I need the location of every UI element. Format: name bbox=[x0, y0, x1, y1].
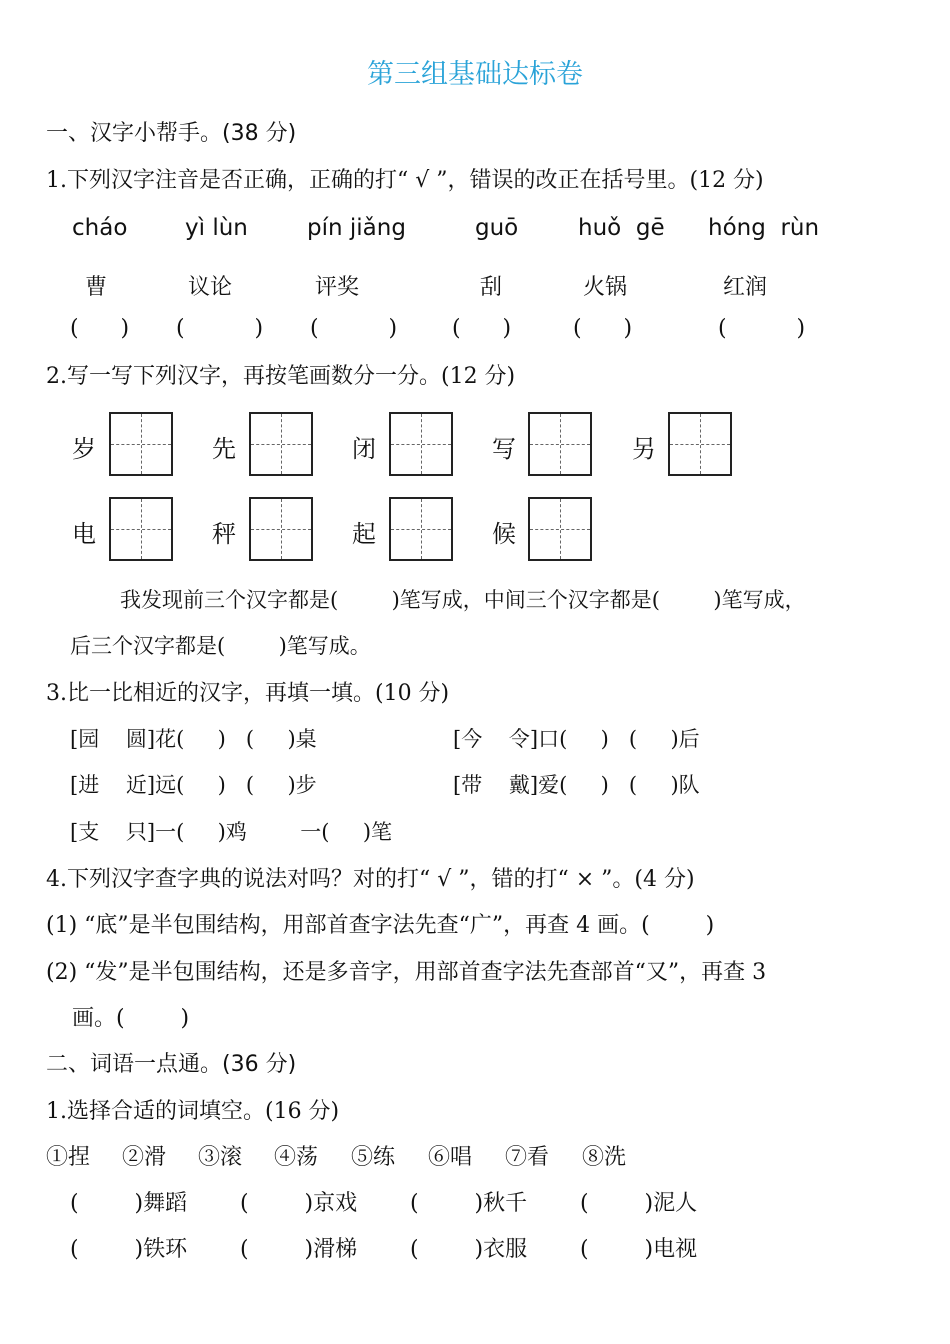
writing-grid-box[interactable] bbox=[389, 497, 453, 561]
option-4: ④荡 bbox=[274, 1145, 319, 1170]
word-3: 评奖 bbox=[315, 275, 360, 300]
grid-char: 写 bbox=[492, 435, 516, 463]
pinyin-3: pín jiǎng bbox=[307, 215, 406, 241]
option-6: ⑥唱 bbox=[428, 1145, 473, 1170]
option-2: ②滑 bbox=[122, 1145, 167, 1170]
answer-blank-1[interactable]: ( ) bbox=[70, 316, 130, 341]
writing-grid-box[interactable] bbox=[249, 412, 313, 476]
fill-blank[interactable]: ( )滑梯 bbox=[240, 1237, 358, 1262]
answer-blank-2[interactable]: ( ) bbox=[176, 316, 264, 341]
fill-blank[interactable]: ( )电视 bbox=[580, 1237, 698, 1262]
q4-item-2-cont: 画。( ) bbox=[72, 1006, 190, 1031]
answer-blank-6[interactable]: ( ) bbox=[718, 316, 806, 341]
option-7: ⑦看 bbox=[505, 1145, 550, 1170]
section-one-heading: 一、汉字小帮手。(38 分) bbox=[46, 121, 297, 146]
q3-line: [今 令]口( ) ( )后 bbox=[453, 727, 700, 751]
answer-blank-4[interactable]: ( ) bbox=[452, 316, 512, 341]
option-5: ⑤练 bbox=[351, 1145, 396, 1170]
word-2: 议论 bbox=[188, 275, 233, 300]
fill-blank[interactable]: ( )铁环 bbox=[70, 1237, 188, 1262]
writing-grid-box[interactable] bbox=[109, 412, 173, 476]
word-5: 火锅 bbox=[583, 275, 628, 300]
pinyin-2: yì lùn bbox=[185, 215, 248, 241]
q2-text-line-2: 后三个汉字都是( )笔写成。 bbox=[70, 634, 371, 658]
page-title: 第三组基础达标卷 bbox=[367, 59, 583, 90]
fill-blank[interactable]: ( )衣服 bbox=[410, 1237, 528, 1262]
writing-grid-box[interactable] bbox=[528, 497, 592, 561]
pinyin-1: cháo bbox=[72, 215, 128, 241]
q3-prompt: 3.比一比相近的汉字，再填一填。(10 分) bbox=[46, 681, 450, 706]
pinyin-4: guō bbox=[475, 215, 519, 241]
grid-char: 起 bbox=[352, 520, 376, 548]
option-8: ⑧洗 bbox=[582, 1145, 627, 1170]
q3-line: [支 只]一( )鸡 一( )笔 bbox=[70, 820, 393, 844]
word-4: 刮 bbox=[480, 275, 503, 300]
fill-blank[interactable]: ( )泥人 bbox=[580, 1191, 698, 1216]
fill-blank[interactable]: ( )秋千 bbox=[410, 1191, 528, 1216]
grid-char: 闭 bbox=[352, 435, 376, 463]
q3-line: [带 戴]爱( ) ( )队 bbox=[453, 773, 700, 797]
writing-grid-box[interactable] bbox=[109, 497, 173, 561]
grid-char: 秤 bbox=[212, 520, 236, 548]
section-two-heading: 二、词语一点通。(36 分) bbox=[46, 1052, 297, 1077]
s2-q1-prompt: 1.选择合适的词填空。(16 分) bbox=[46, 1099, 340, 1124]
word-1: 曹 bbox=[85, 275, 108, 300]
grid-char: 先 bbox=[212, 435, 236, 463]
option-3: ③滚 bbox=[198, 1145, 243, 1170]
grid-char: 电 bbox=[72, 520, 96, 548]
option-1: ①捏 bbox=[46, 1145, 91, 1170]
writing-grid-box[interactable] bbox=[389, 412, 453, 476]
grid-char: 岁 bbox=[72, 435, 96, 463]
grid-char: 候 bbox=[492, 520, 516, 548]
q4-item-1: (1) “底”是半包围结构，用部首查字法先查“广”，再查 4 画。( ) bbox=[46, 913, 715, 938]
word-6: 红润 bbox=[723, 275, 768, 300]
q3-line: [进 近]远( ) ( )步 bbox=[70, 773, 317, 797]
answer-blank-3[interactable]: ( ) bbox=[310, 316, 398, 341]
q3-line: [园 圆]花( ) ( )桌 bbox=[70, 727, 317, 751]
fill-blank[interactable]: ( )京戏 bbox=[240, 1191, 358, 1216]
grid-char: 另 bbox=[632, 435, 656, 463]
q1-prompt: 1.下列汉字注音是否正确，正确的打“ √ ”，错误的改正在括号里。(12 分) bbox=[46, 168, 764, 193]
q2-text-line-1: 我发现前三个汉字都是( )笔写成，中间三个汉字都是( )笔写成， bbox=[120, 588, 806, 612]
q4-item-2: (2) “发”是半包围结构，还是多音字，用部首查字法先查部首“又”，再查 3 bbox=[46, 960, 767, 985]
writing-grid-box[interactable] bbox=[528, 412, 592, 476]
answer-blank-5[interactable]: ( ) bbox=[573, 316, 633, 341]
pinyin-6: hóng rùn bbox=[708, 215, 820, 241]
writing-grid-box[interactable] bbox=[668, 412, 732, 476]
q2-prompt: 2.写一写下列汉字，再按笔画数分一分。(12 分) bbox=[46, 364, 516, 389]
q4-prompt: 4.下列汉字查字典的说法对吗？对的打“ √ ”，错的打“ × ”。(4 分) bbox=[46, 867, 695, 892]
fill-blank[interactable]: ( )舞蹈 bbox=[70, 1191, 188, 1216]
writing-grid-box[interactable] bbox=[249, 497, 313, 561]
pinyin-5: huǒ gē bbox=[578, 215, 665, 241]
